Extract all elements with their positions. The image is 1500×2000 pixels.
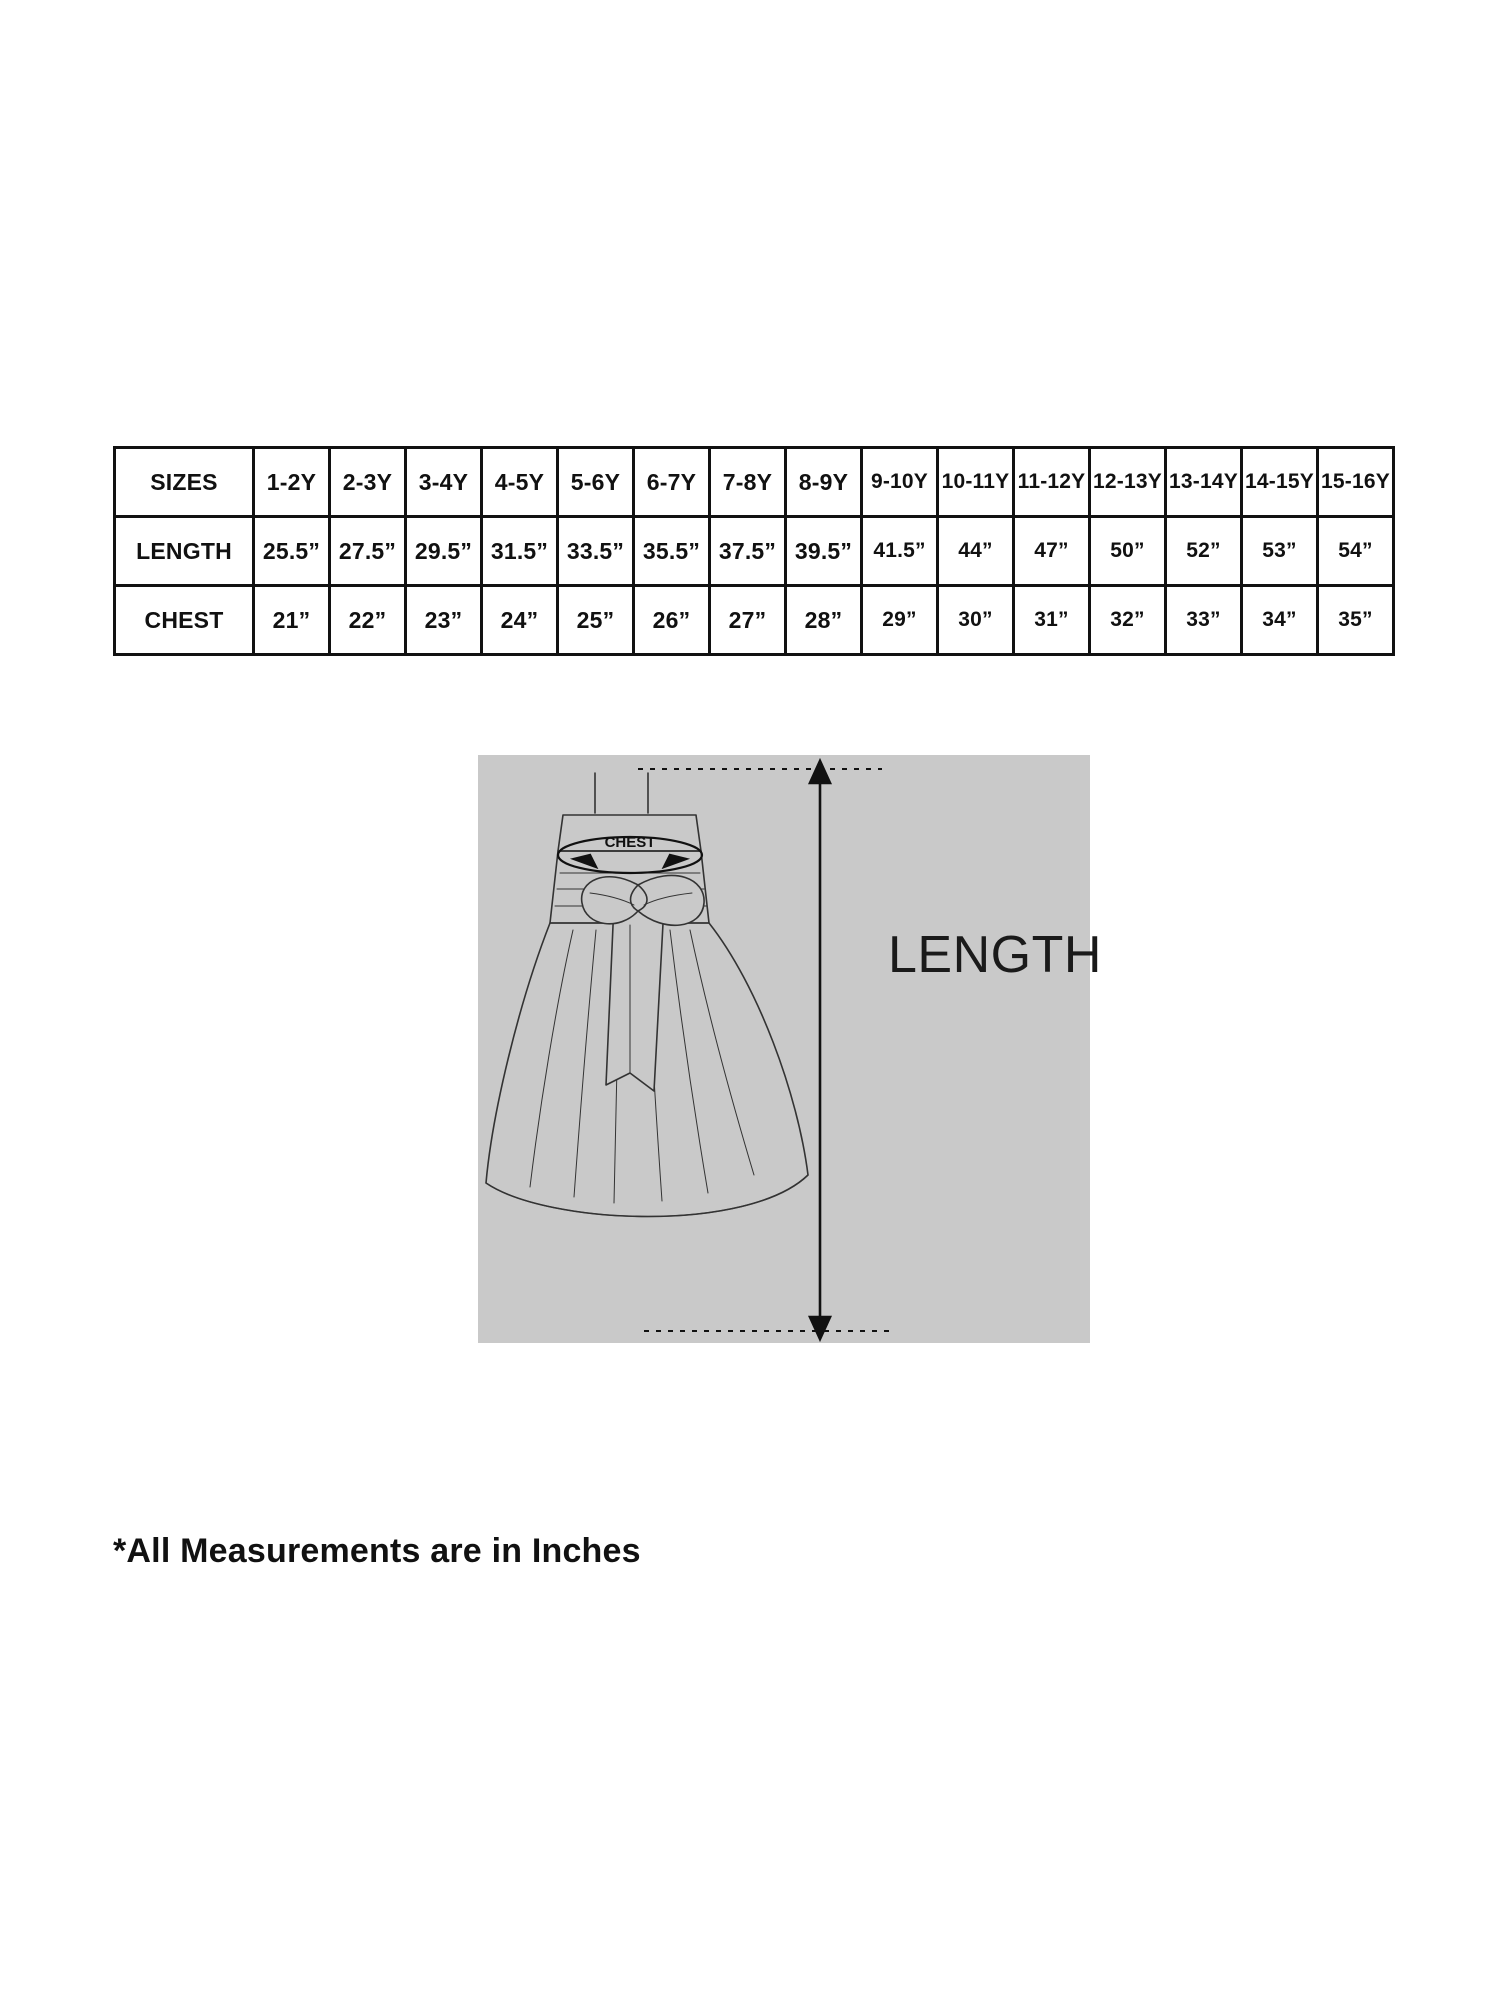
cell-chest-8: 28”	[786, 586, 862, 655]
cell-chest-6: 26”	[634, 586, 710, 655]
row-header-chest: CHEST	[115, 586, 254, 655]
cell-chest-12: 32”	[1090, 586, 1166, 655]
cell-size-6: 6-7Y	[634, 448, 710, 517]
cell-chest-1: 21”	[254, 586, 330, 655]
cell-chest-11: 31”	[1014, 586, 1090, 655]
dress-diagram-svg	[478, 755, 1090, 1343]
size-chart-table	[113, 446, 1395, 656]
cell-chest-5: 25”	[558, 586, 634, 655]
cell-size-7: 7-8Y	[710, 448, 786, 517]
cell-size-13: 13-14Y	[1166, 448, 1242, 517]
cell-size-5: 5-6Y	[558, 448, 634, 517]
skirt-hem	[486, 1175, 808, 1217]
cell-chest-14: 34”	[1242, 586, 1318, 655]
bow-left-loop	[582, 877, 638, 924]
size-chart-table-container	[113, 446, 1395, 656]
cell-length-13: 52”	[1166, 517, 1242, 586]
cell-size-4: 4-5Y	[482, 448, 558, 517]
cell-length-5: 33.5”	[558, 517, 634, 586]
row-header-length: LENGTH	[115, 517, 254, 586]
cell-length-10: 44”	[938, 517, 1014, 586]
cell-size-14: 14-15Y	[1242, 448, 1318, 517]
cell-chest-15: 35”	[1318, 586, 1394, 655]
length-arrow	[810, 761, 830, 1339]
cell-length-12: 50”	[1090, 517, 1166, 586]
cell-size-2: 2-3Y	[330, 448, 406, 517]
skirt-fold-1	[530, 930, 573, 1187]
cell-chest-4: 24”	[482, 586, 558, 655]
row-header-sizes: SIZES	[115, 448, 254, 517]
cell-chest-7: 27”	[710, 586, 786, 655]
cell-size-3: 3-4Y	[406, 448, 482, 517]
sash-tails	[606, 903, 664, 1091]
chest-label-text: CHEST	[604, 834, 656, 851]
cell-chest-13: 33”	[1166, 586, 1242, 655]
cell-length-8: 39.5”	[786, 517, 862, 586]
cell-length-14: 53”	[1242, 517, 1318, 586]
table-row	[115, 517, 1394, 586]
cell-chest-3: 23”	[406, 586, 482, 655]
cell-size-9: 9-10Y	[862, 448, 938, 517]
cell-length-7: 37.5”	[710, 517, 786, 586]
chest-arrows	[574, 855, 686, 867]
cell-size-11: 11-12Y	[1014, 448, 1090, 517]
cell-chest-2: 22”	[330, 586, 406, 655]
cell-length-4: 31.5”	[482, 517, 558, 586]
cell-size-10: 10-11Y	[938, 448, 1014, 517]
table-row	[115, 448, 1394, 517]
cell-length-6: 35.5”	[634, 517, 710, 586]
cell-length-1: 25.5”	[254, 517, 330, 586]
table-row	[115, 586, 1394, 655]
cell-size-1: 1-2Y	[254, 448, 330, 517]
cell-chest-9: 29”	[862, 586, 938, 655]
cell-length-9: 41.5”	[862, 517, 938, 586]
cell-length-2: 27.5”	[330, 517, 406, 586]
dress-illustration	[478, 755, 1090, 1343]
measurements-footnote: *All Measurements are in Inches	[113, 1532, 641, 1570]
measure-guide-lines	[638, 769, 896, 1331]
cell-length-11: 47”	[1014, 517, 1090, 586]
skirt-fold-2	[574, 930, 596, 1197]
skirt-fold-6	[690, 930, 754, 1175]
cell-size-15: 15-16Y	[1318, 448, 1394, 517]
cell-size-8: 8-9Y	[786, 448, 862, 517]
cell-chest-10: 30”	[938, 586, 1014, 655]
bow-right-loop	[638, 875, 704, 925]
cell-length-3: 29.5”	[406, 517, 482, 586]
skirt-fold-5	[670, 930, 708, 1193]
cell-size-12: 12-13Y	[1090, 448, 1166, 517]
length-label: LENGTH	[888, 926, 1102, 984]
cell-length-15: 54”	[1318, 517, 1394, 586]
